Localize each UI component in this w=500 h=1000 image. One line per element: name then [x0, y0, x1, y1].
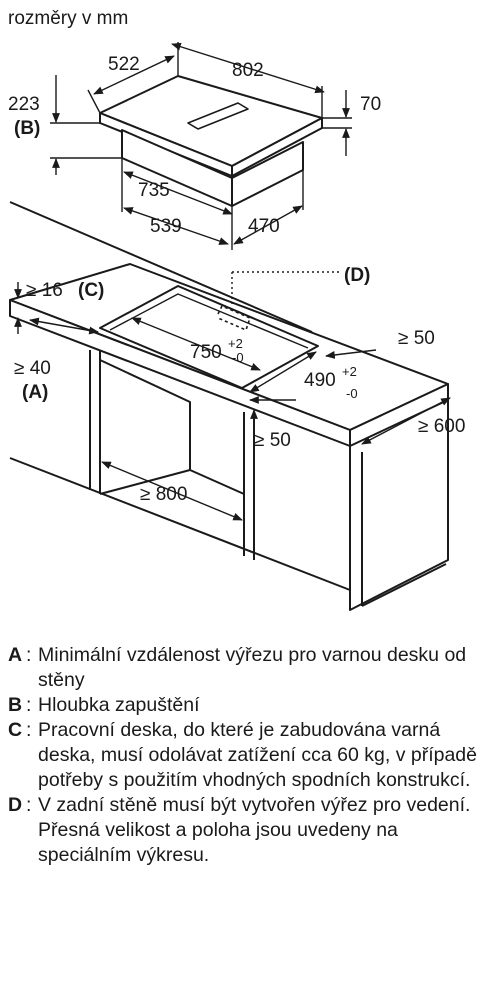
dim-470: 470 — [248, 216, 280, 237]
dim-cutout-490-tol-lower: -0 — [346, 386, 358, 401]
dim-cutout-750-tol-lower: -0 — [232, 350, 244, 365]
legend-text: V zadní stěně musí být vytvořen výřez pro vedení. Přesná velikost a poloha jsou uvedeny na speciálním výkresu. — [38, 794, 471, 866]
hob-drawing — [100, 76, 322, 206]
legend-item-a — [8, 643, 488, 693]
legend-letter: B — [8, 694, 23, 716]
cabinet-front-panel — [10, 458, 350, 610]
legend-letter: C — [8, 719, 23, 741]
legend-colon: : — [26, 794, 32, 816]
dim-worktop-600: ≥ 600 — [418, 416, 466, 437]
label-b: (B) — [14, 118, 41, 139]
dim-side-50-rear: ≥ 50 — [398, 328, 435, 349]
dim-735: 735 — [138, 180, 170, 201]
worktop-assembly — [10, 202, 448, 610]
legend-colon: : — [26, 694, 32, 716]
dim-side-50-front: ≥ 50 — [254, 430, 291, 451]
dim-cabinet-800: ≥ 800 — [140, 484, 188, 505]
label-a: (A) — [22, 382, 49, 403]
dim-70: 70 — [360, 94, 382, 115]
legend-letter: D — [8, 794, 23, 816]
dim-cutout-750-tol-upper: +2 — [228, 336, 243, 351]
legend-item-d — [8, 793, 488, 868]
label-c: (C) — [78, 280, 105, 301]
dim-cutout-750: 750 — [190, 342, 222, 363]
legend-item-c — [8, 718, 488, 793]
label-d: (D) — [344, 265, 371, 286]
dim-802: 802 — [232, 60, 264, 81]
legend-colon: : — [26, 719, 32, 741]
legend-letter: A — [8, 644, 23, 666]
dim-front-40: ≥ 40 — [14, 358, 51, 379]
dim-522: 522 — [108, 54, 140, 75]
legend-text: Pracovní deska, do které je zabudována varná deska, musí odolávat zatížení cca 60 kg, v případě potřeby s použitím vhodných spodních konstrukcí. — [38, 719, 477, 791]
dim-cutout-490-tol-upper: +2 — [342, 364, 357, 379]
legend-text: Minimální vzdálenost výřezu pro varnou desku od stěny — [38, 644, 467, 691]
legend — [8, 643, 488, 868]
dim-wall-16: ≥ 16 — [26, 280, 63, 301]
legend-item-b — [8, 693, 488, 718]
dim-539: 539 — [150, 216, 182, 237]
dim-cutout-490: 490 — [304, 370, 336, 391]
dim-223: 223 — [8, 94, 40, 115]
legend-text: Hloubka zapuštění — [38, 694, 200, 716]
units-caption: rozměry v mm — [8, 8, 129, 29]
legend-colon: : — [26, 644, 32, 666]
